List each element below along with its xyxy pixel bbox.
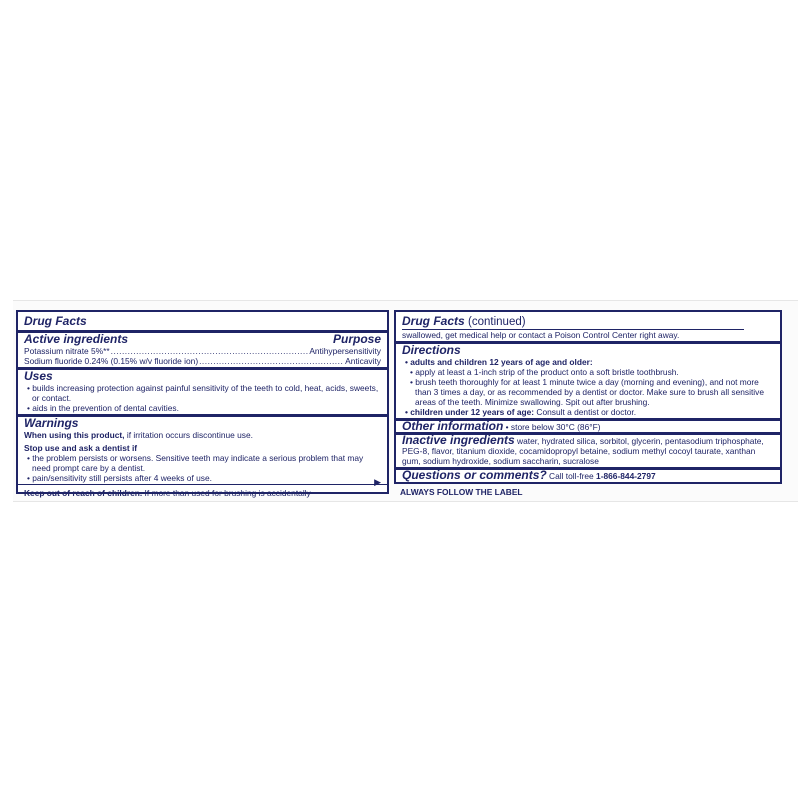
continued-label: (continued)	[468, 316, 526, 328]
drug-facts-continued-title	[402, 315, 744, 330]
children-line	[402, 407, 774, 418]
questions-text: Call toll-free	[546, 471, 597, 481]
directions-item: • brush teeth thoroughly for at least 1 minute twice a day (morning and evening), and not more than 3 times a day, or as recommended by a dentist or doctor. Make sure to brush all sensitive areas of the teeth. Minimize swallowing. Spit out after brushing.	[410, 377, 764, 407]
keep-out-label: Keep out of reach of children.	[24, 488, 143, 498]
drug-facts-title: Drug Facts	[402, 314, 465, 328]
inactive-ingredients-line	[402, 435, 774, 467]
ingredient-purpose: Antihypersensitivity	[309, 346, 381, 356]
swallowed-text: swallowed, get medical help or contact a Poison Control Center right away.	[402, 330, 680, 340]
directions-title: Directions	[402, 343, 461, 357]
ingredient-purpose: Anticavity	[345, 356, 381, 366]
stop-use-item: • pain/sensitivity still persists after 4 weeks of use.	[27, 473, 212, 483]
drug-facts-panel-right	[394, 310, 782, 484]
keep-out-line	[24, 488, 381, 498]
always-follow-label: ALWAYS FOLLOW THE LABEL	[400, 487, 523, 497]
ingredient-name: Sodium fluoride 0.24% (0.15% w/v fluoride ion)	[24, 356, 199, 366]
uses-item: • builds increasing protection against painful sensitivity of the teeth to cold, heat, acids, sweets, or contact.	[27, 383, 379, 403]
when-using-line	[24, 430, 381, 440]
directions-item: • apply at least a 1-inch strip of the product onto a soft bristle toothbrush.	[410, 367, 679, 377]
when-using-text: if irritation occurs discontinue use.	[124, 430, 253, 440]
warnings-title: Warnings	[24, 416, 79, 430]
questions-line	[402, 470, 774, 481]
keep-out-text: If more than used for brushing is accidentally	[142, 488, 311, 498]
stop-use-title: Stop use and ask a dentist if	[24, 443, 138, 453]
inactive-ingredients-title: Inactive ingredients	[402, 433, 515, 447]
stop-use-item: • the problem persists or worsens. Sensitive teeth may indicate a serious problem that may need prompt care by a dentist.	[27, 453, 364, 473]
other-info-line	[402, 421, 774, 432]
uses-title: Uses	[24, 369, 53, 383]
active-ingredients-title: Active ingredients	[24, 332, 129, 346]
children-text: Consult a dentist or doctor.	[534, 407, 637, 417]
drug-facts-title: Drug Facts	[24, 314, 87, 328]
continue-arrow-icon: ▶	[374, 477, 381, 487]
ingredient-row	[24, 346, 381, 356]
other-info-title: Other information	[402, 419, 504, 433]
ingredient-name: Potassium nitrate 5%**	[24, 346, 110, 356]
inactive-ingredients-text: water, hydrated silica, sorbitol, glycerin, pentasodium triphosphate, PEG-8, flavor, titanium dioxide, cocamidopropyl betaine, sodium methyl cocoyl taurate, xanthan gum, sodium hydroxide, sodium saccharin, sucralose	[402, 436, 764, 466]
purpose-title: Purpose	[332, 332, 381, 346]
questions-title: Questions or comments?	[402, 468, 547, 482]
uses-item: • aids in the prevention of dental cavities.	[27, 403, 179, 413]
children-label: • children under 12 years of age:	[405, 407, 535, 417]
phone-number: 1-866-844-2797	[596, 471, 656, 481]
ingredient-row	[24, 356, 381, 367]
adults-heading: • adults and children 12 years of age and older:	[405, 357, 593, 367]
drug-facts-panel-left	[16, 310, 389, 498]
when-using-label: When using this product,	[24, 430, 125, 440]
other-info-text: • store below 30°C (86°F)	[503, 422, 601, 432]
